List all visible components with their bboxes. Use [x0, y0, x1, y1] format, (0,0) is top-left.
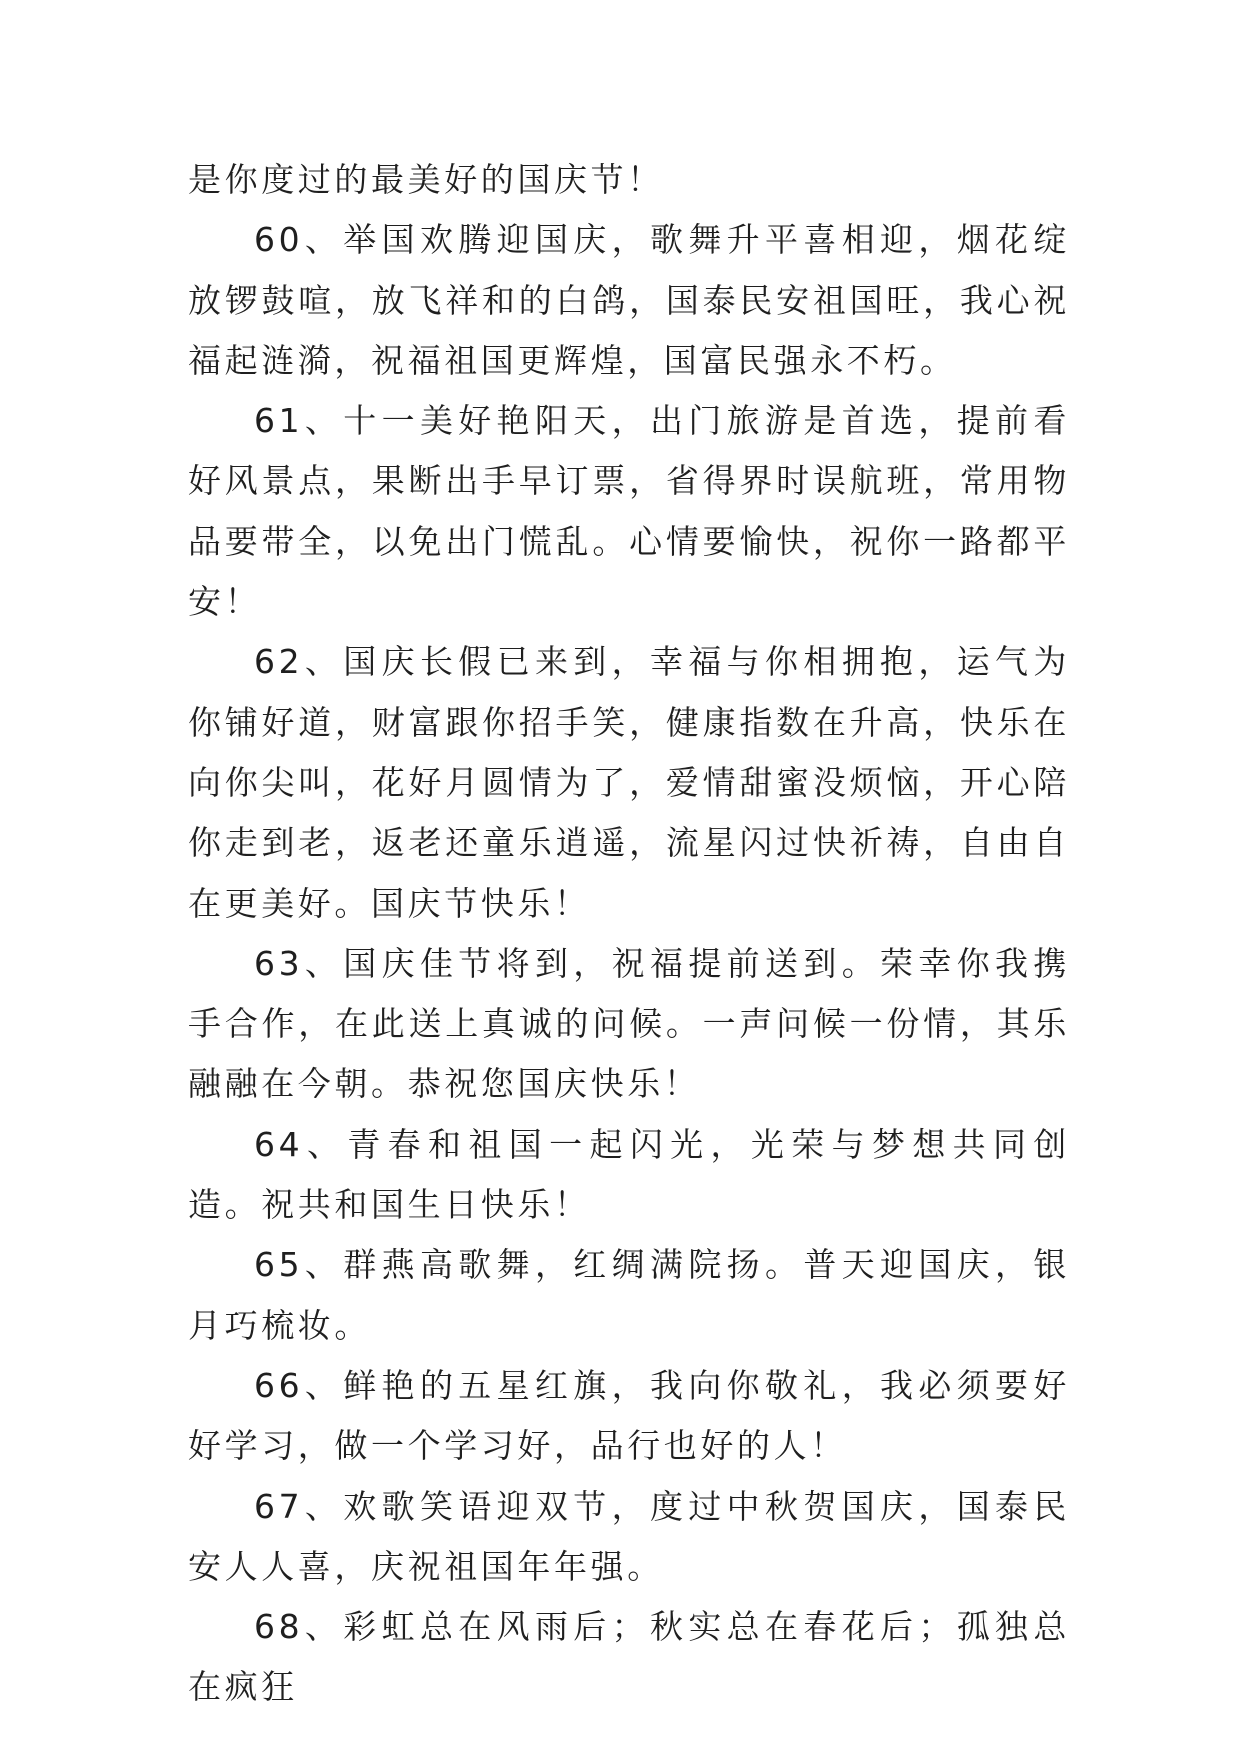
paragraph-68: 68、彩虹总在风雨后；秋实总在春花后；孤独总在疯狂 — [188, 1607, 1070, 1707]
paragraph-60: 60、举国欢腾迎国庆，歌舞升平喜相迎，烟花绽放锣鼓喧，放飞祥和的白鸽，国泰民安祖国旺，我心祝福起涟漪，祝福祖国更辉煌，国富民强永不朽。 — [188, 220, 1070, 380]
paragraph-64: 64、青春和祖国一起闪光，光荣与梦想共同创造。祝共和国生日快乐！ — [188, 1124, 1070, 1225]
paragraph-61: 61、十一美好艳阳天，出门旅游是首选，提前看好风景点，果断出手早订票，省得界时误航班，常用物品要带全，以免出门慌乱。心情要愉快，祝你一路都平安！ — [188, 401, 1070, 622]
body-text — [188, 150, 1070, 1718]
paragraph-62: 62、国庆长假已来到，幸福与你相拥抱，运气为你铺好道，财富跟你招手笑，健康指数在升高，快乐在向你尖叫，花好月圆情为了，爱情甜蜜没烦恼，开心陪你走到老，返老还童乐逍遥，流星闪过快祈祷，自由自在更美好。国庆节快乐！ — [188, 642, 1070, 923]
paragraph-65: 65、群燕高歌舞，红绸满院扬。普天迎国庆，银月巧梳妆。 — [188, 1245, 1070, 1345]
paragraph-67: 67、欢歌笑语迎双节，度过中秋贺国庆，国泰民安人人喜，庆祝祖国年年强。 — [188, 1486, 1070, 1586]
paragraph-66: 66、鲜艳的五星红旗，我向你敬礼，我必须要好好学习，做一个学习好，品行也好的人！ — [188, 1365, 1070, 1466]
paragraph-continuation: 是你度过的最美好的国庆节！ — [188, 160, 664, 199]
paragraph-63: 63、国庆佳节将到，祝福提前送到。荣幸你我携手合作，在此送上真诚的问候。一声问候一份情，其乐融融在今朝。恭祝您国庆快乐！ — [188, 943, 1070, 1104]
